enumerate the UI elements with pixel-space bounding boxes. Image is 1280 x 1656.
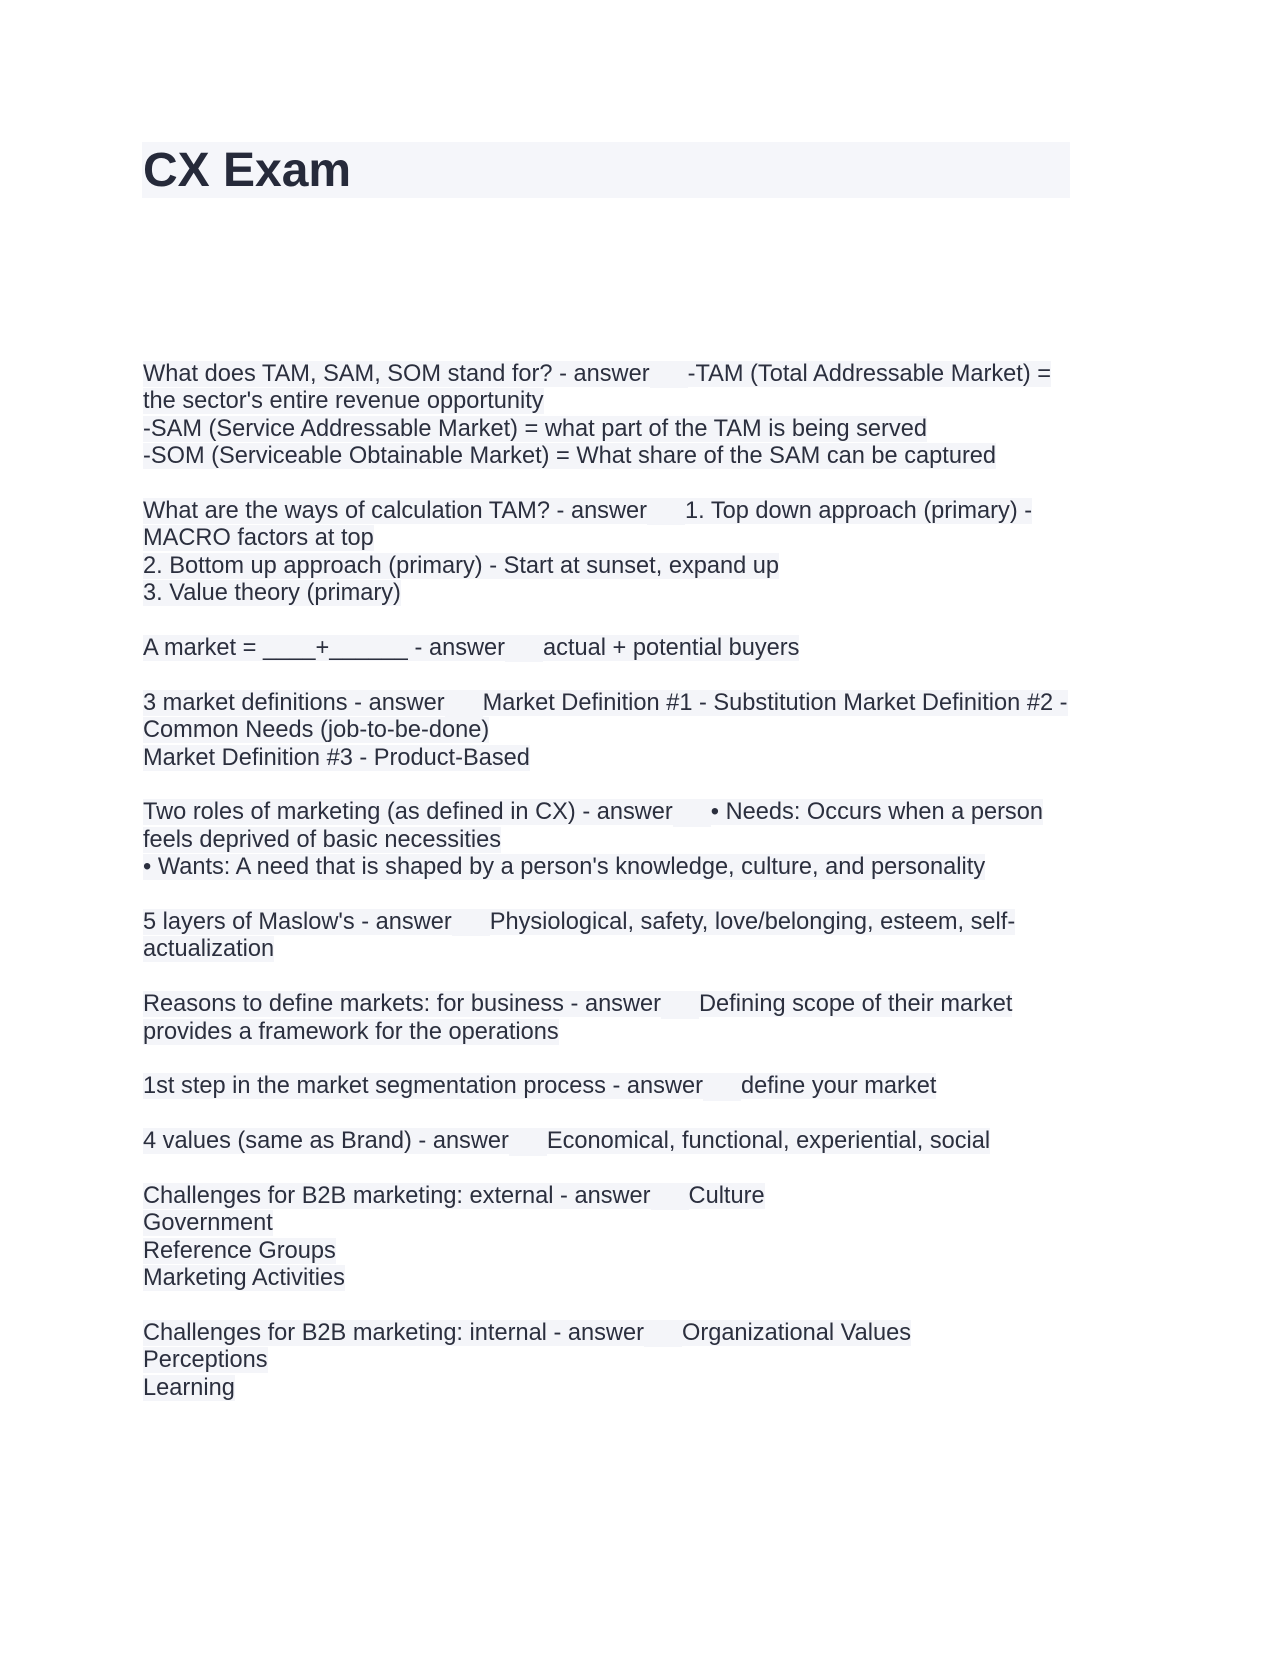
answer-line: define your market xyxy=(740,1073,937,1100)
answer-line: Market Definition #3 - Product-Based xyxy=(143,744,530,771)
question-text: 5 layers of Maslow's xyxy=(143,909,355,936)
flashcard-item xyxy=(143,909,1073,964)
question-text: A market = ____+______ xyxy=(143,635,408,662)
flashcard-list xyxy=(143,361,1073,1430)
question-text: Challenges for B2B marketing: external xyxy=(143,1183,554,1210)
tab-gap xyxy=(644,1320,682,1347)
question-text: What does TAM, SAM, SOM stand for? xyxy=(143,361,553,387)
answer-marker: - answer xyxy=(414,635,506,662)
tab-gap xyxy=(661,991,699,1018)
answer-line: Economical, functional, experiential, social xyxy=(546,1128,991,1155)
tab-gap xyxy=(647,498,685,525)
answer-line: -TAM (Total Addressable Market) = the sector's entire revenue opportunity xyxy=(143,361,1052,415)
tab-gap xyxy=(505,635,543,662)
flashcard-item xyxy=(143,1183,1073,1293)
answer-line: Government xyxy=(143,1210,273,1237)
question-text: What are the ways of calculation TAM? xyxy=(143,498,550,525)
answer-line: • Needs: Occurs when a person feels deprived of basic necessities xyxy=(143,799,1043,853)
answer-line: Physiological, safety, love/belonging, esteem, self-actualization xyxy=(143,909,1016,963)
answer-line: 1. Top down approach (primary) - MACRO factors at top xyxy=(143,498,1033,552)
flashcard-item xyxy=(143,991,1073,1046)
answer-line: Organizational Values xyxy=(681,1320,912,1347)
answer-line: -SAM (Service Addressable Market) = what part of the TAM is being served xyxy=(143,415,927,442)
question-text: Two roles of marketing (as defined in CX) xyxy=(143,799,576,826)
flashcard-item xyxy=(143,690,1073,772)
document-title: CX Exam xyxy=(143,144,352,197)
answer-marker: - answer xyxy=(361,909,452,936)
answer-line: • Wants: A need that is shaped by a person's knowledge, culture, and personality xyxy=(143,854,986,881)
answer-marker: - answer xyxy=(582,799,673,826)
question-text: Challenges for B2B marketing: internal xyxy=(143,1320,547,1347)
answer-line: Defining scope of their market provides a framework for the operations xyxy=(143,991,1013,1045)
answer-marker: - answer xyxy=(553,1320,644,1347)
tab-gap xyxy=(651,1183,689,1210)
tab-gap xyxy=(703,1073,741,1100)
answer-line: actual + potential buyers xyxy=(543,635,800,662)
flashcard-item xyxy=(143,799,1073,881)
answer-line: 2. Bottom up approach (primary) - Start at sunset, expand up xyxy=(143,552,780,579)
tab-gap xyxy=(650,361,688,388)
question-text: 3 market definitions xyxy=(143,689,348,716)
flashcard-item xyxy=(143,1128,1073,1155)
flashcard-item xyxy=(143,361,1073,471)
answer-marker: - answer xyxy=(418,1128,509,1155)
flashcard-item xyxy=(143,635,1073,662)
flashcard-item xyxy=(143,1320,1073,1402)
tab-gap xyxy=(509,1128,547,1155)
question-text: 4 values (same as Brand) xyxy=(143,1128,412,1155)
answer-marker: - answer xyxy=(559,361,650,387)
answer-line: 3. Value theory (primary) xyxy=(143,580,401,607)
answer-line: Perceptions xyxy=(143,1347,268,1374)
question-text: Reasons to define markets: for business xyxy=(143,991,564,1018)
flashcard-item xyxy=(143,498,1073,608)
tab-gap xyxy=(445,690,483,717)
tab-gap xyxy=(452,909,490,936)
answer-marker: - answer xyxy=(570,991,662,1018)
answer-marker: - answer xyxy=(354,689,445,716)
answer-marker: - answer xyxy=(556,498,648,525)
answer-line: Marketing Activities xyxy=(143,1265,345,1292)
flashcard-item xyxy=(143,1073,1073,1100)
question-text: 1st step in the market segmentation process xyxy=(143,1073,606,1100)
answer-line: Culture xyxy=(688,1183,765,1210)
answer-line: Learning xyxy=(143,1374,235,1401)
answer-line: Market Definition #1 - Substitution Market Definition #2 - Common Needs (job-to-be-done) xyxy=(143,689,1068,744)
answer-line: -SOM (Serviceable Obtainable Market) = What share of the SAM can be captured xyxy=(143,443,997,470)
answer-marker: - answer xyxy=(612,1073,703,1100)
tab-gap xyxy=(673,799,711,826)
answer-line: Reference Groups xyxy=(143,1237,336,1264)
answer-marker: - answer xyxy=(560,1183,651,1210)
